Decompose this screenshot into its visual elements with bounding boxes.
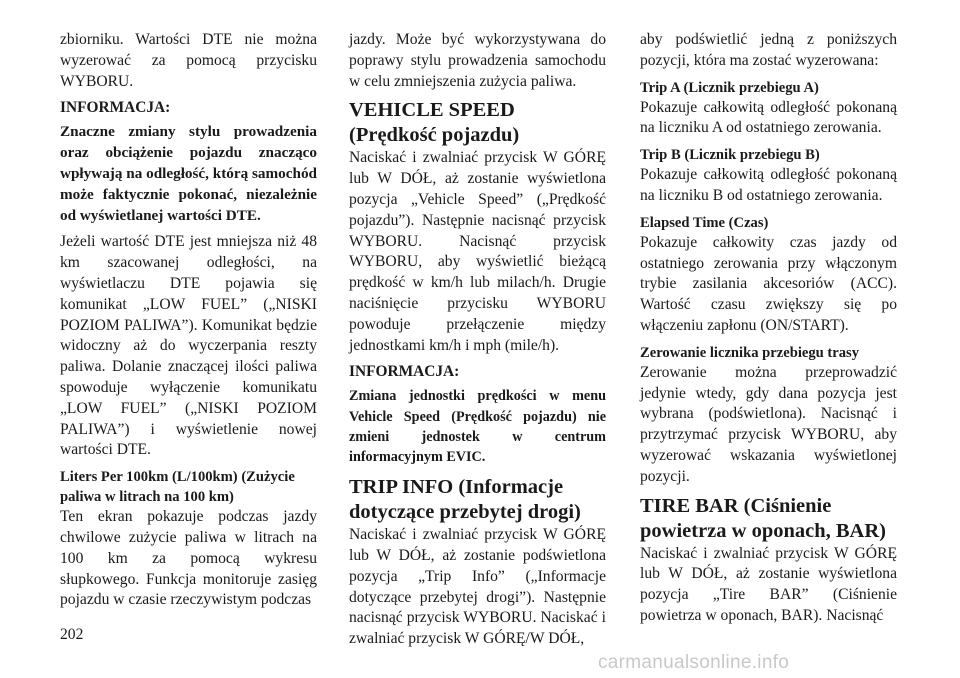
subheading-liters: Liters Per 100km (L/100km) (Zużycie paliwa w litrach na 100 km) [60, 469, 295, 506]
paragraph: aby podświetlić jedną z poniższych pozycji, która ma zostać wyzerowana: [640, 31, 897, 69]
page-number: 202 [60, 626, 84, 643]
paragraph: Jeżeli wartość DTE jest mniejsza niż 48 km szacowanej odległości, na wyświetlaczu DTE pojawia się komunikat „LOW FUEL” („NISKI POZIOM PALIWA”). Komunikat będzie widoczny aż do wyczerpania reszty paliwa. Dolanie znaczącej ilości paliwa spowoduje wyłączenie komunikatu „LOW FUEL” („NISKI POZIOM PALIWA”) i wyświetlenie nowej wartości DTE. [60, 233, 317, 459]
subheading-trip-b: Trip B (Licznik przebiegu B) [640, 147, 820, 164]
heading-tire-bar: TIRE BAR (Ciśnienie powietrza w oponach, BAR) [640, 494, 886, 542]
info-label: INFORMACJA: [60, 99, 171, 117]
subheading-trip-a: Trip A (Licznik przebiegu A) [640, 79, 819, 96]
column-right [640, 30, 897, 633]
paragraph: Naciskać i zwalniać przycisk W GÓRĘ lub W DÓŁ, aż zostanie wyświetlona pozycja „Vehicle Speed” („Prędkość pojazdu”). Następnie nacisnąć przycisk WYBORU. Nacisnąć przycisk WYBORU, aby wyświetlić bieżącą prędkość w km/h lub milach/h. Drugie naciśnięcie przycisku WYBORU powoduje przełączenie między jednostkami km/h i mph (mile/h). [349, 149, 606, 354]
watermark: carmanualsonline.info [598, 652, 790, 673]
column-middle [349, 30, 606, 656]
paragraph: Pokazuje całkowitą odległość pokonaną na liczniku B od ostatniego zerowania. [640, 166, 897, 204]
paragraph: Ten ekran pokazuje podczas jazdy chwilowe zużycie paliwa w litrach na 100 km za pomocą wykresu słupkowego. Funkcja monitoruje zasięg pojazdu w czasie rzeczywistym podczas [60, 508, 317, 609]
subheading-elapsed-time: Elapsed Time (Czas) [640, 214, 769, 231]
paragraph: Zerowanie można przeprowadzić jedynie wtedy, gdy dana pozycja jest wybrana (podświetlona). Nacisnąć i przytrzymać przycisk WYBORU, aby wyzerować wskazania wyświetlonej pozycji. [640, 363, 897, 485]
info-label: INFORMACJA: [349, 363, 460, 381]
heading-vehicle-speed: VEHICLE SPEED (Prędkość pojazdu) [349, 99, 520, 147]
paragraph: Naciskać i zwalniać przycisk W GÓRĘ lub W DÓŁ, aż zostanie podświetlona pozycja „Trip Info” („Informacje dotyczące przebytej drogi”). Następnie nacisnąć przycisk WYBORU. Naciskać i zwalniać przycisk W GÓRĘ/W DÓŁ, [349, 526, 606, 648]
paragraph: zbiorniku. Wartości DTE nie można wyzerować za pomocą przycisku WYBORU. [60, 31, 317, 90]
paragraph: jazdy. Może być wykorzystywana do poprawy stylu prowadzenia samochodu w celu zmniejszenia zużycia paliwa. [349, 31, 606, 90]
paragraph: Pokazuje całkowity czas jazdy od ostatniego zerowania przy włączonym trybie zasilania akcesoriów (ACC). Wartość czasu zwiększy się po włączeniu zapłonu (ON/START). [640, 233, 897, 334]
heading-trip-info: TRIP INFO (Informacje dotyczące przebytej drogi) [349, 476, 581, 524]
paragraph: Pokazuje całkowitą odległość pokonaną na liczniku A od ostatniego zerowania. [640, 98, 897, 137]
subheading-trip-reset: Zerowanie licznika przebiegu trasy [640, 344, 860, 361]
info-text: Zmiana jednostki prędkości w menu Vehicle Speed (Prędkość pojazdu) nie zmieni jednostek w centrum informacyjnym EVIC. [349, 388, 606, 465]
info-text: Znaczne zmiany stylu prowadzenia oraz obciążenie pojazdu znacząco wpływają na odległość, którą samochód może faktycznie pokonać, niezależnie od wyświetlanej wartości DTE. [60, 123, 317, 224]
column-left [60, 30, 317, 617]
paragraph: Naciskać i zwalniać przycisk W GÓRĘ lub W DÓŁ, aż zostanie wyświetlona pozycja „Tire BAR” (Ciśnienie powietrza w oponach, BAR). Nacisnąć [640, 544, 897, 624]
